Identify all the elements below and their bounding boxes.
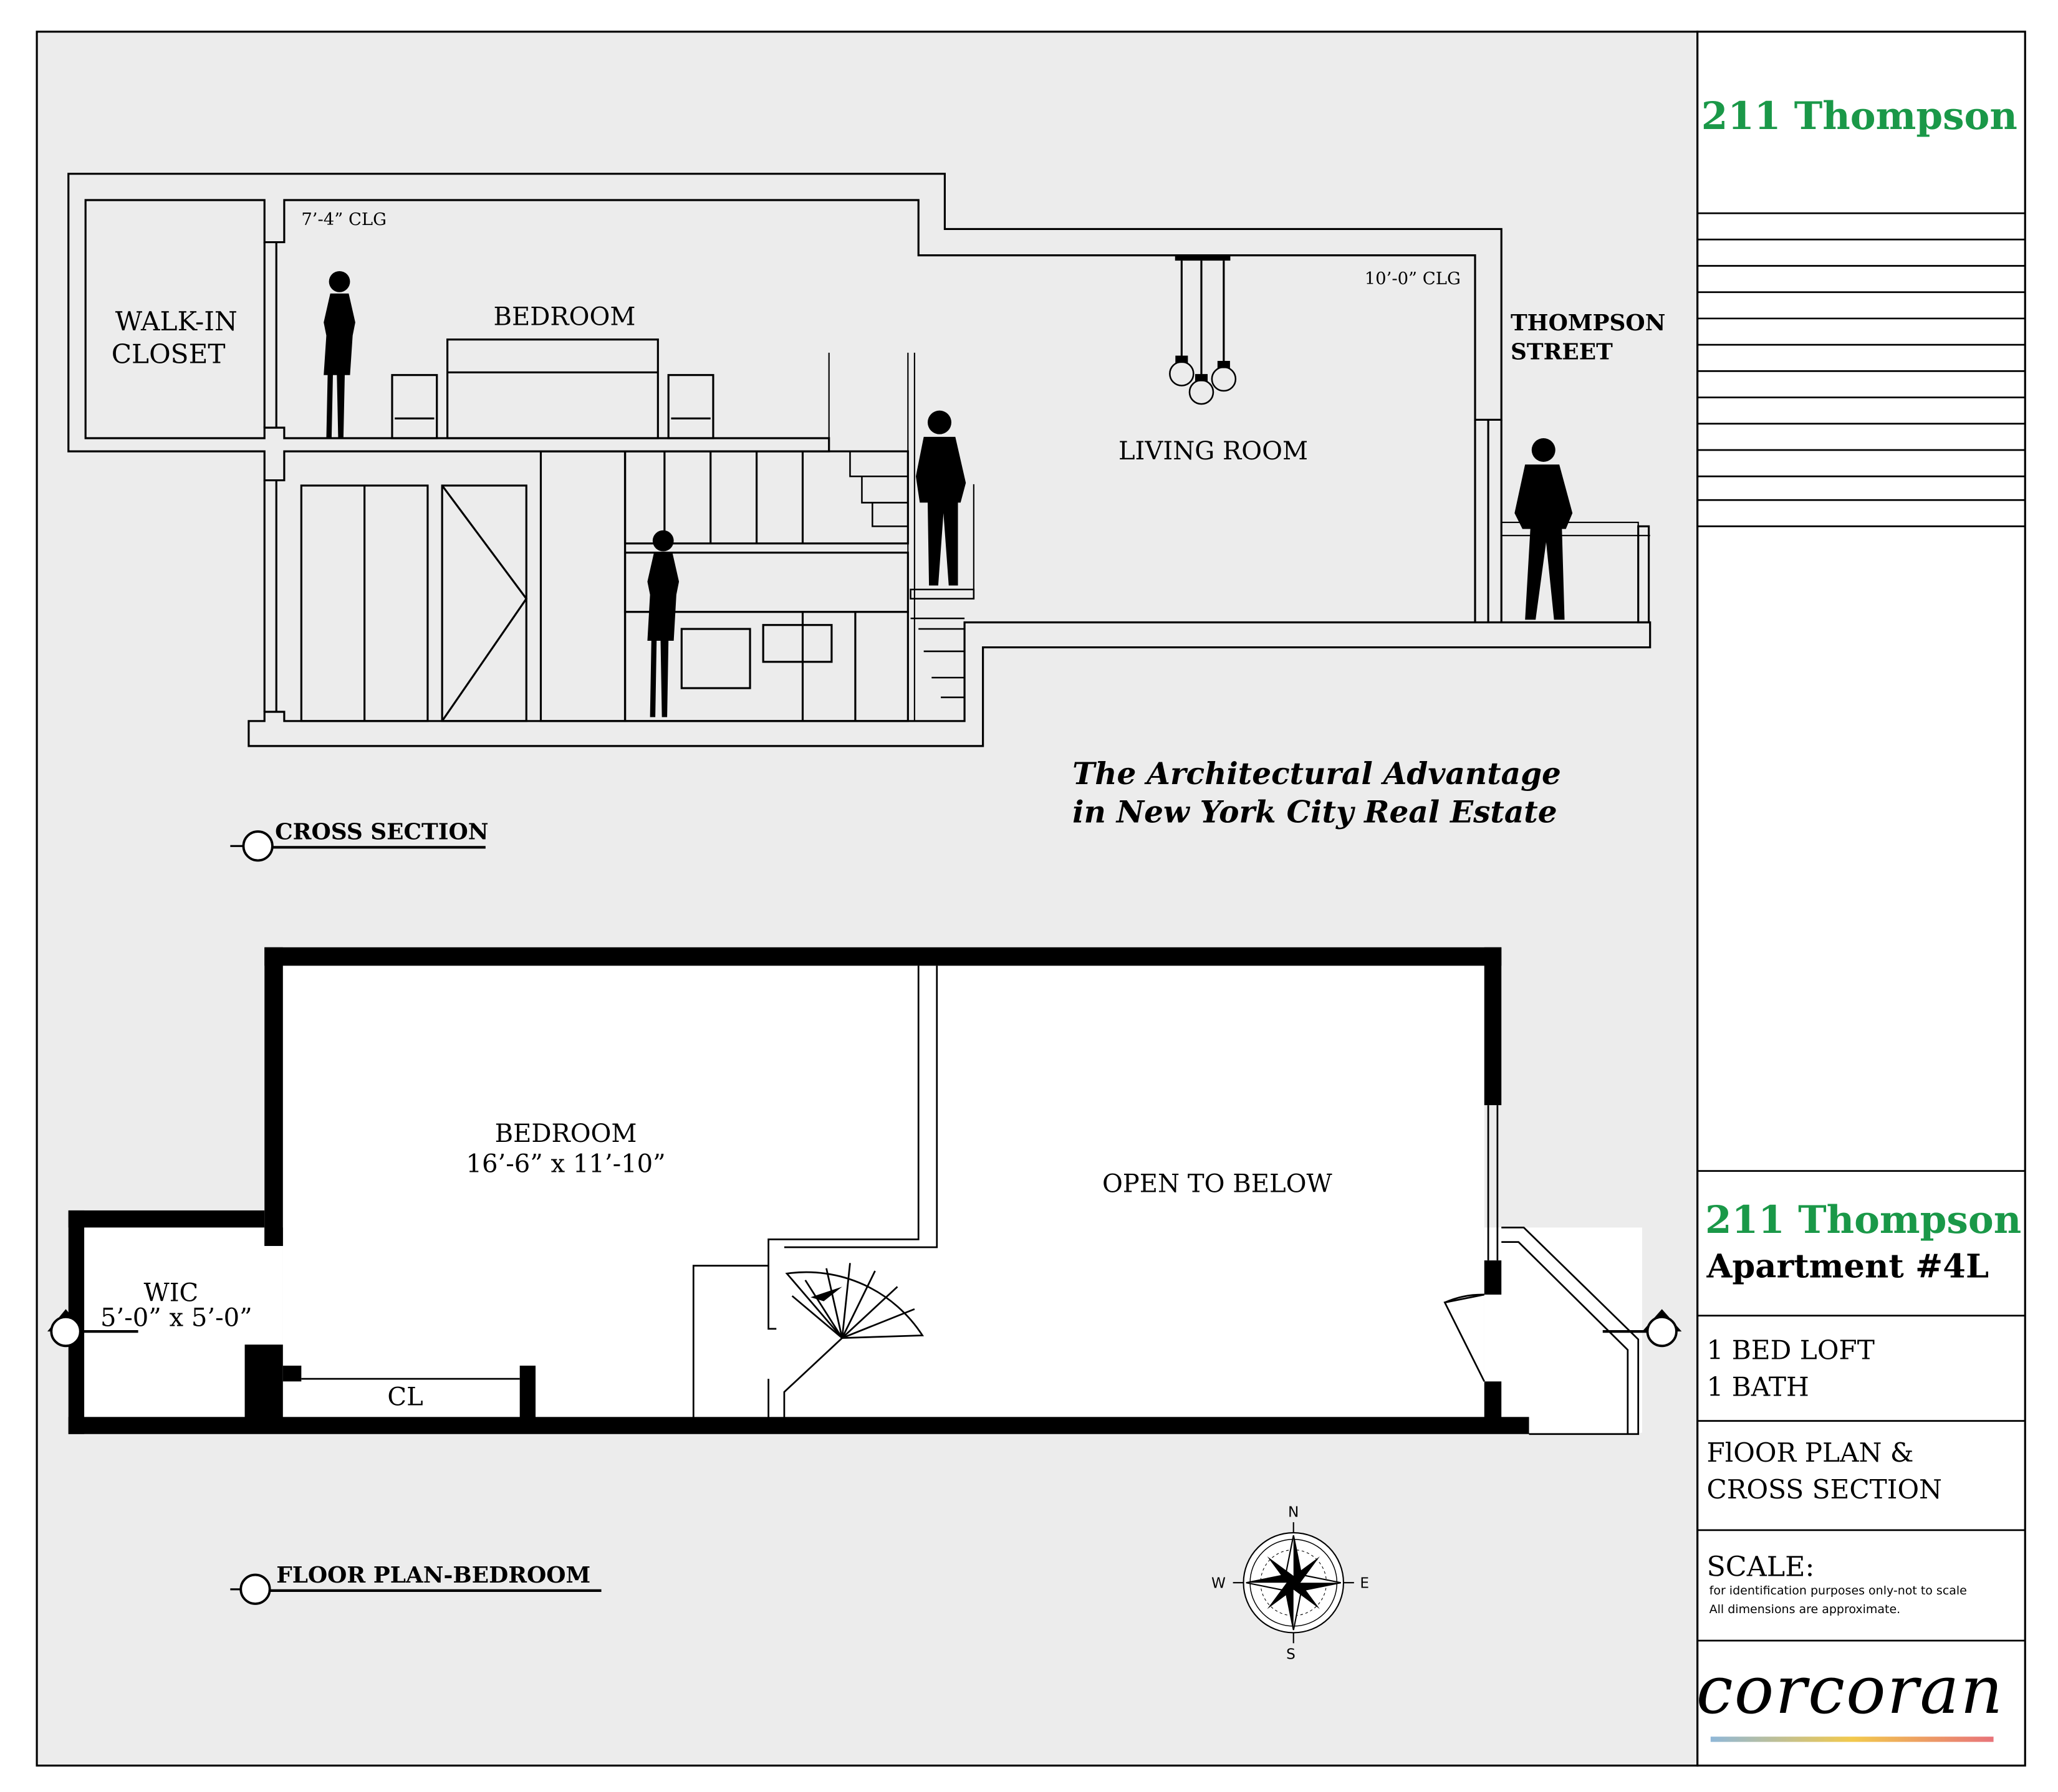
title-block-scale-label: SCALE: (1706, 1551, 1815, 1583)
title-block-address: 211 Thompson (1705, 1197, 2022, 1242)
wall-left-bedroom (264, 947, 283, 1246)
cs-ceiling-left: 7’-4” CLG (301, 210, 387, 230)
brand-underline (1711, 1737, 1994, 1742)
title-block-scale-note-1: for identification purposes only-not to scale (1709, 1584, 1967, 1598)
cross-section-label: CROSS SECTION (275, 818, 489, 845)
wall-bottom (69, 1417, 1529, 1434)
tagline-line-1: The Architectural Advantage (1072, 756, 1561, 792)
cs-walk-in-closet-2: CLOSET (111, 338, 226, 370)
fp-closet-label: CL (387, 1382, 423, 1412)
cs-living-room-label: LIVING ROOM (1118, 436, 1309, 466)
fp-bedroom-label: BEDROOM (494, 1119, 637, 1149)
compass-s: S (1286, 1646, 1296, 1663)
drawing-area (37, 32, 1698, 1766)
cs-street-2: STREET (1510, 338, 1613, 365)
compass-n: N (1288, 1503, 1299, 1521)
title-block-drawing-type-1: FlOOR PLAN & (1706, 1437, 1914, 1469)
cs-bedroom-label: BEDROOM (493, 302, 636, 332)
cs-street-1: THOMPSON (1510, 309, 1666, 336)
fp-wic-label: WIC (143, 1278, 199, 1308)
title-block-unit-type: 1 BED LOFT (1706, 1334, 1875, 1366)
title-block-top-title: 211 Thompson (1701, 94, 2017, 139)
floor-plan-label: FLOOR PLAN-BEDROOM (276, 1562, 591, 1589)
compass-w: W (1211, 1574, 1226, 1592)
wall-top (264, 947, 1501, 966)
compass-e: E (1360, 1574, 1370, 1592)
title-block-baths: 1 BATH (1706, 1371, 1809, 1402)
cs-walk-in-closet-1: WALK-IN (115, 305, 238, 337)
fp-bedroom-dims: 16’-6” x 11’-10” (466, 1149, 666, 1179)
title-block-scale-note-2: All dimensions are approximate. (1709, 1602, 1901, 1616)
brand-logo: corcoran (1696, 1652, 2004, 1729)
wall-right-upper (1484, 947, 1501, 1105)
wall-wic-top (69, 1210, 264, 1227)
fp-wic-dims: 5’-0” x 5’-0” (100, 1303, 252, 1333)
cs-ceiling-right: 10’-0” CLG (1364, 269, 1461, 289)
title-block-drawing-type-2: CROSS SECTION (1706, 1474, 1942, 1505)
fp-open-to-below: OPEN TO BELOW (1102, 1169, 1332, 1199)
floor-plan-drawing (69, 947, 1642, 1434)
tagline-line-2: in New York City Real Estate (1072, 794, 1557, 830)
title-block-apartment: Apartment #4L (1706, 1247, 1989, 1286)
